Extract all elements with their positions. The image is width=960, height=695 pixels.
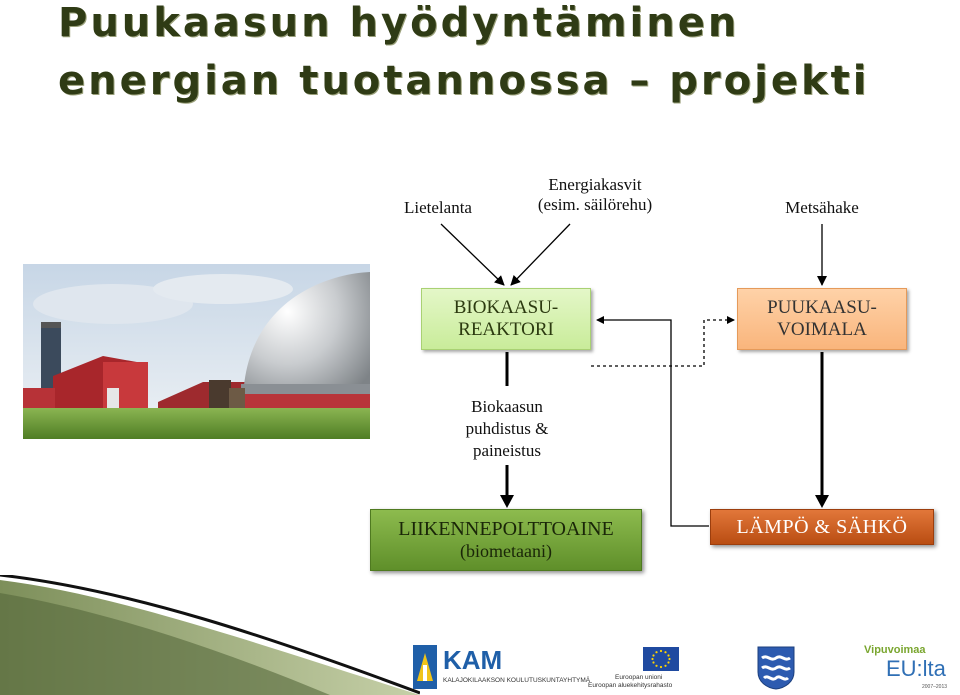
kam-logo-name: KAM [443, 645, 503, 675]
box-puukaasuvoimala-line2: VOIMALA [777, 319, 867, 340]
box-liikennepolttoaine-line2: (biometaani) [460, 541, 552, 561]
kam-logo-subtitle: KALAJOKILAAKSON KOULUTUSKUNTAYHTYMÄ [443, 677, 591, 684]
page-title-line2: energian tuotannossa – projekti [58, 58, 870, 104]
label-energiakasvit-line1: Energiakasvit [548, 175, 642, 194]
box-puukaasuvoimala-line1: PUUKAASU- [767, 297, 877, 318]
arrowhead-to-fuel [500, 495, 514, 508]
label-energiakasvit-line2: (esim. säilörehu) [537, 195, 653, 214]
process-label [437, 396, 577, 462]
eu-flag-icon [643, 647, 679, 671]
arrowhead-to-heat [815, 495, 829, 508]
arrow-energiakasvit-to-reactor [511, 224, 570, 285]
box-puukaasuvoimala [737, 288, 907, 350]
vipuvoimaa-logo [862, 644, 958, 694]
kam-emblem-icon [413, 645, 437, 689]
box-biokaasureaktori-line2: REAKTORI [458, 319, 554, 340]
box-liikennepolttoaine [370, 509, 642, 571]
eu-logo-line1: Euroopan unioni [615, 674, 663, 681]
coat-of-arms-icon [757, 646, 795, 690]
decorative-swoosh [0, 575, 420, 695]
process-label-line1: Biokaasun [471, 397, 543, 416]
process-label-line3: paineistus [473, 441, 541, 460]
line-heat-return-to-reactor [597, 320, 709, 526]
line-dashed-reactor-to-voimala [591, 320, 734, 366]
eulta-years: 2007–2013 [922, 684, 948, 690]
box-lampo-sahko: LÄMPÖ & SÄHKÖ [710, 509, 934, 545]
eulta-text: EU:lta [886, 656, 946, 681]
box-biokaasureaktori [421, 288, 591, 350]
vipuvoimaa-text: Vipuvoimaa [864, 644, 926, 656]
arrow-lietelanta-to-reactor [441, 224, 504, 285]
label-metsahake: Metsähake [785, 198, 859, 217]
process-label-line2: puhdistus & [465, 419, 549, 438]
box-liikennepolttoaine-line1: LIIKENNEPOLTTOAINE [398, 518, 614, 540]
page-title-line1: Puukaasun hyödyntäminen [58, 0, 740, 46]
eu-logo-line2: Euroopan aluekehitysrahasto [588, 682, 673, 689]
label-lietelanta: Lietelanta [404, 198, 472, 217]
kam-logo [413, 645, 591, 691]
eu-logo [585, 645, 685, 691]
box-biokaasureaktori-line1: BIOKAASU- [453, 297, 559, 318]
